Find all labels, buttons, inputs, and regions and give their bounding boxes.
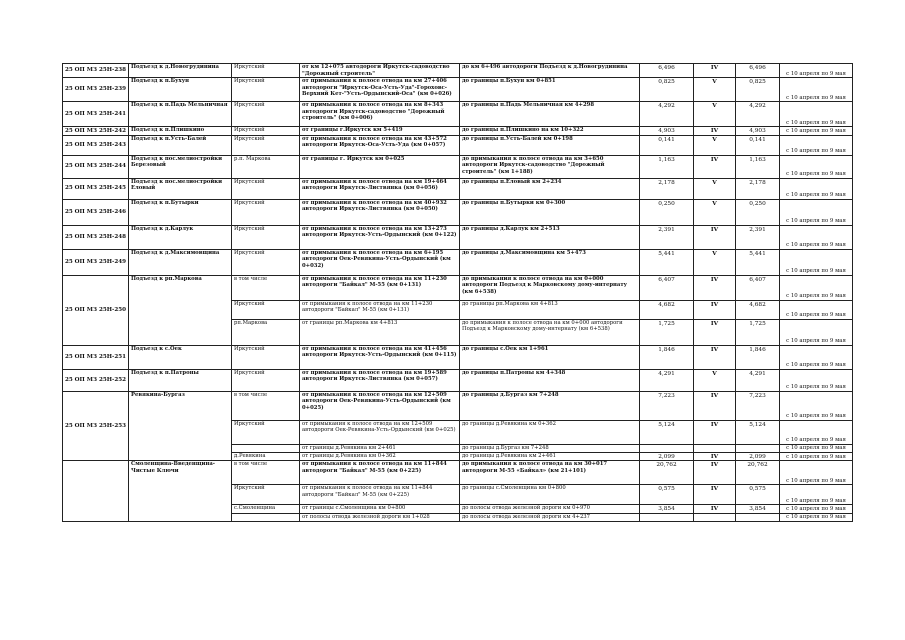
category-cell: IV — [694, 391, 736, 420]
category-cell: V — [694, 178, 736, 199]
length-cell: 4,291 — [640, 369, 694, 391]
period-cell: с 10 апреля по 9 мая — [780, 178, 853, 199]
road-name-cell: Подъезд к рп.Маркова — [129, 275, 232, 345]
length-total-cell: 5,441 — [736, 249, 780, 275]
table-row — [63, 345, 853, 369]
length-cell: 7,223 — [640, 391, 694, 420]
to-cell: до границы д.Бургаз км 7+248 — [460, 391, 640, 420]
from-cell: от границы с.Смоленщина км 0+800 — [300, 505, 460, 514]
from-cell: от границы г.Иркутск км 5+419 — [300, 127, 460, 136]
table-row — [63, 391, 853, 420]
road-code-cell: 25 ОП МЗ 25Н-243 — [63, 135, 129, 155]
category-cell: IV — [694, 452, 736, 461]
length-total-cell: 0,141 — [736, 135, 780, 155]
period-cell: с 10 апреля по 9 мая — [780, 369, 853, 391]
category-cell: V — [694, 135, 736, 155]
length-total-cell: 0,825 — [736, 78, 780, 102]
length-cell: 2,178 — [640, 178, 694, 199]
category-cell: IV — [694, 319, 736, 345]
district-cell: рп.Маркова — [232, 319, 300, 345]
period-cell: с 10 апреля по 9 мая — [780, 127, 853, 136]
from-cell: от примыкания к полосе отвода на км 40+932 автодороги Иркутск-Листвянка (км 0+050) — [300, 199, 460, 225]
to-cell: до границы д.Ревякина км 0+362 — [460, 420, 640, 444]
road-code-cell: 25 ОП МЗ 25Н-242 — [63, 127, 129, 136]
to-cell: до км 6+496 автодороги Подъезд к д.Новогрудинина — [460, 64, 640, 78]
category-cell: V — [694, 199, 736, 225]
period-cell: с 10 апреля по 9 мая — [780, 345, 853, 369]
road-name-cell: Подъезд к пос.мелиостройки Березовый — [129, 155, 232, 178]
category-cell: IV — [694, 300, 736, 319]
from-cell: от примыкания к полосе отвода на км 12+509 автодороги Оек-Ревякина-Усть-Ордынский (км 0+025) — [300, 391, 460, 420]
district-cell: Иркутский — [232, 102, 300, 127]
district-cell: Иркутский — [232, 485, 300, 505]
period-cell: с 10 апреля по 9 мая — [780, 155, 853, 178]
length-cell: 0,575 — [640, 485, 694, 505]
length-cell: 2,099 — [640, 452, 694, 461]
district-cell: Иркутский — [232, 249, 300, 275]
period-cell: с 10 апреля по 9 мая — [780, 461, 853, 485]
district-cell: Иркутский — [232, 64, 300, 78]
length-total-cell — [736, 444, 780, 452]
from-cell: от границы г. Иркутск км 0+025 — [300, 155, 460, 178]
category-cell: V — [694, 249, 736, 275]
length-total-cell: 20,762 — [736, 461, 780, 485]
category-cell — [694, 444, 736, 452]
from-cell: от примыкания к полосе отвода на км 11+230 автодороги "Байкал" М-55 (км 0+131) — [300, 275, 460, 300]
district-cell: Иркутский — [232, 178, 300, 199]
road-name-cell: Подъезд к п.Бутырки — [129, 199, 232, 225]
category-cell: IV — [694, 420, 736, 444]
category-cell: IV — [694, 155, 736, 178]
length-cell: 0,825 — [640, 78, 694, 102]
to-cell: до границы п.Плишкино на км 10+322 — [460, 127, 640, 136]
length-cell: 4,292 — [640, 102, 694, 127]
length-total-cell: 4,903 — [736, 127, 780, 136]
road-code-cell: 25 ОП МЗ 25Н-245 — [63, 178, 129, 199]
from-cell: от примыкания к полосе отвода на км 13+273 автодороги Иркутск-Усть-Ордынский (км 0+122) — [300, 225, 460, 249]
category-cell: IV — [694, 485, 736, 505]
to-cell: до примыкания к полосе отвода на км 0+000 автодороги Подъезд к Марковскому дому-интернату (км 6+538) — [460, 275, 640, 300]
district-cell — [232, 444, 300, 452]
period-cell: с 10 апреля по 9 мая — [780, 78, 853, 102]
from-cell: от примыкания к полосе отвода на км 11+844 автодороги "Байкал" М-55 (км 0+225) — [300, 461, 460, 485]
length-total-cell: 4,682 — [736, 300, 780, 319]
category-cell: V — [694, 369, 736, 391]
road-name-cell: Подъезд к д.Максимовщина — [129, 249, 232, 275]
to-cell: до примыкания к полосе отвода на км 3+650 автодороги Иркутск-садоводство "Дорожный строитель" (км 1+188) — [460, 155, 640, 178]
from-cell: от примыкания к полосе отвода на км 6+195 автодороги Оек-Ревякина-Усть-Ордынский (км 0+032) — [300, 249, 460, 275]
to-cell: до границы п.Патроны км 4+348 — [460, 369, 640, 391]
period-cell: с 10 апреля по 9 мая — [780, 64, 853, 78]
length-cell: 5,124 — [640, 420, 694, 444]
road-code-cell — [63, 461, 129, 522]
road-code-cell: 25 ОП МЗ 25Н-246 — [63, 199, 129, 225]
length-cell: 1,163 — [640, 155, 694, 178]
category-cell: V — [694, 78, 736, 102]
table-row — [63, 275, 853, 300]
table-row — [63, 127, 853, 136]
length-cell: 0,141 — [640, 135, 694, 155]
from-cell: от примыкания к полосе отвода на км 43+572 автодороги Иркутск-Оса-Усть-Уда (км 0+057) — [300, 135, 460, 155]
length-cell: 4,682 — [640, 300, 694, 319]
length-total-cell: 1,163 — [736, 155, 780, 178]
period-cell: с 10 апреля по 9 мая — [780, 225, 853, 249]
from-cell: от км 12+075 автодороги Иркутск-садоводство "Дорожный строитель" — [300, 64, 460, 78]
to-cell: до границы п.Бутырки км 0+300 — [460, 199, 640, 225]
district-cell: Иркутский — [232, 300, 300, 319]
district-cell — [232, 513, 300, 521]
road-name-cell: Подъезд к п.Бухун — [129, 78, 232, 102]
length-total-cell: 4,291 — [736, 369, 780, 391]
length-cell — [640, 444, 694, 452]
from-cell: от полосы отвода железной дороги км 1+028 — [300, 513, 460, 521]
category-cell: IV — [694, 64, 736, 78]
from-cell: от примыкания к полосе отвода на км 8+343 автодороги Иркутск-садоводство "Дорожный строитель" (км 0+006) — [300, 102, 460, 127]
from-cell: от примыкания к полосе отвода на км 11+844 автодороги "Байкал" М-55 (км 0+225) — [300, 485, 460, 505]
to-cell: до границы п.Бухун км 0+851 — [460, 78, 640, 102]
road-code-cell: 25 ОП МЗ 25Н-251 — [63, 345, 129, 369]
category-cell: V — [694, 102, 736, 127]
length-total-cell: 4,292 — [736, 102, 780, 127]
road-code-cell: 25 ОП МЗ 25Н-244 — [63, 155, 129, 178]
table-row — [63, 249, 853, 275]
length-cell: 6,496 — [640, 64, 694, 78]
table-row — [63, 461, 853, 485]
district-cell: Иркутский — [232, 369, 300, 391]
length-total-cell: 6,407 — [736, 275, 780, 300]
category-cell: IV — [694, 505, 736, 514]
from-cell: от примыкания к полосе отвода на км 12+509 автодороги Оек-Ревякина-Усть-Ордынский (км 0+025) — [300, 420, 460, 444]
to-cell: до полосы отвода железной дороги км 0+970 — [460, 505, 640, 514]
to-cell: до границы с.Смоленщина км 0+800 — [460, 485, 640, 505]
table-row — [63, 178, 853, 199]
to-cell: до границы д.Максимовщина км 5+473 — [460, 249, 640, 275]
district-cell: с.Смоленщина — [232, 505, 300, 514]
table-row — [63, 64, 853, 78]
to-cell: до примыкания к полосе отвода на км 30+017 автодороги М-55 «Байкал» (км 21+101) — [460, 461, 640, 485]
road-code-cell: 25 ОП МЗ 25Н-250 — [63, 275, 129, 345]
table-row — [63, 369, 853, 391]
district-cell: Иркутский — [232, 199, 300, 225]
road-restrictions-table — [62, 63, 853, 522]
district-cell: Иркутский — [232, 225, 300, 249]
to-cell: до границы п.Падь Мельничная км 4+298 — [460, 102, 640, 127]
category-cell: IV — [694, 345, 736, 369]
road-name-cell: Подъезд к д.Новогрудинина — [129, 64, 232, 78]
category-cell: IV — [694, 127, 736, 136]
period-cell: с 10 апреля по 9 мая — [780, 485, 853, 505]
road-code-cell: 25 ОП МЗ 25Н-249 — [63, 249, 129, 275]
length-cell: 6,407 — [640, 275, 694, 300]
to-cell: до границы п.Еловый км 2+234 — [460, 178, 640, 199]
length-cell: 2,391 — [640, 225, 694, 249]
district-cell: р.п. Маркова — [232, 155, 300, 178]
to-cell: до границы д.Карлук км 2+513 — [460, 225, 640, 249]
from-cell: от примыкания к полосе отвода на км 19+464 автодороги Иркутск-Листвянка (км 0+056) — [300, 178, 460, 199]
road-code-cell: 25 ОП МЗ 25Н-252 — [63, 369, 129, 391]
period-cell: с 10 апреля по 9 мая — [780, 249, 853, 275]
to-cell: до границы п.Усть-Балей км 0+198 — [460, 135, 640, 155]
period-cell: с 10 апреля по 9 мая — [780, 513, 853, 521]
length-total-cell: 1,846 — [736, 345, 780, 369]
road-name-cell: Подъезд к п.Патроны — [129, 369, 232, 391]
length-cell: 0,250 — [640, 199, 694, 225]
period-cell: с 10 апреля по 9 мая — [780, 275, 853, 300]
length-total-cell — [736, 513, 780, 521]
district-cell: в том числе — [232, 275, 300, 300]
from-cell: от границы д.Ревякина км 2+461 — [300, 444, 460, 452]
period-cell: с 10 апреля по 9 мая — [780, 420, 853, 444]
period-cell: с 10 апреля по 9 мая — [780, 199, 853, 225]
from-cell: от границы рп.Маркова км 4+813 — [300, 319, 460, 345]
length-total-cell: 7,223 — [736, 391, 780, 420]
district-cell: Иркутский — [232, 127, 300, 136]
category-cell: IV — [694, 275, 736, 300]
road-code-cell: 25 ОП МЗ 25Н-241 — [63, 102, 129, 127]
length-total-cell: 3,854 — [736, 505, 780, 514]
period-cell: с 10 апреля по 9 мая — [780, 102, 853, 127]
length-total-cell: 2,391 — [736, 225, 780, 249]
district-cell: Иркутский — [232, 135, 300, 155]
category-cell: IV — [694, 225, 736, 249]
table-row — [63, 199, 853, 225]
road-code-cell: 25 ОП МЗ 25Н-239 — [63, 78, 129, 102]
district-cell: Иркутский — [232, 420, 300, 444]
table-row — [63, 102, 853, 127]
length-total-cell: 6,496 — [736, 64, 780, 78]
length-cell: 3,854 — [640, 505, 694, 514]
to-cell: до примыкания к полосе отвода на км 0+000 автодороги Подъезд к Марковскому дому-интернату (км 6+538) — [460, 319, 640, 345]
table-row — [63, 135, 853, 155]
category-cell: IV — [694, 461, 736, 485]
district-cell: Иркутский — [232, 78, 300, 102]
from-cell: от примыкания к полосе отвода на км 19+589 автодороги Иркутск-Листвянка (км 0+057) — [300, 369, 460, 391]
length-cell — [640, 513, 694, 521]
road-name-cell: Подъезд к д.Карлук — [129, 225, 232, 249]
from-cell: от примыкания к полосе отвода на км 27+406 автодороги "Иркутск-Оса-Усть-Уда"-Гороховс-Верхний Кет-"Усть-Ордынский-Оса" (км 0+026) — [300, 78, 460, 102]
road-name-cell: Подъезд к п.Падь Мельничная — [129, 102, 232, 127]
road-code-cell: 25 ОП МЗ 25Н-238 — [63, 64, 129, 78]
length-cell: 20,762 — [640, 461, 694, 485]
to-cell: до полосы отвода железной дороги км 4+237 — [460, 513, 640, 521]
category-cell — [694, 513, 736, 521]
road-name-cell: Подъезд к пос.мелиостройки Еловый — [129, 178, 232, 199]
road-name-cell: Подъезд к п.Усть-Балей — [129, 135, 232, 155]
to-cell: до границы с.Оек км 1+961 — [460, 345, 640, 369]
period-cell: с 10 апреля по 9 мая — [780, 135, 853, 155]
road-name-cell: Подъезд к п.Плишкино — [129, 127, 232, 136]
period-cell: с 10 апреля по 9 мая — [780, 319, 853, 345]
to-cell: до границы рп.Маркова км 4+813 — [460, 300, 640, 319]
table-row — [63, 225, 853, 249]
period-cell: с 10 апреля по 9 мая — [780, 505, 853, 514]
length-cell: 1,846 — [640, 345, 694, 369]
length-total-cell: 1,725 — [736, 319, 780, 345]
length-total-cell: 2,099 — [736, 452, 780, 461]
length-total-cell: 2,178 — [736, 178, 780, 199]
length-total-cell: 5,124 — [736, 420, 780, 444]
length-total-cell: 0,250 — [736, 199, 780, 225]
road-code-cell: 25 ОП МЗ 25Н-253 — [63, 391, 129, 461]
period-cell: с 10 апреля по 9 мая — [780, 452, 853, 461]
table-row — [63, 78, 853, 102]
road-code-cell: 25 ОП МЗ 25Н-248 — [63, 225, 129, 249]
from-cell: от примыкания к полосе отвода на км 11+230 автодороги "Байкал" М-55 (км 0+131) — [300, 300, 460, 319]
road-name-cell: Ревякина-Бургаз — [129, 391, 232, 461]
district-cell: в том числе — [232, 461, 300, 485]
district-cell: в том числе — [232, 391, 300, 420]
length-cell: 5,441 — [640, 249, 694, 275]
table-body — [63, 64, 853, 522]
period-cell: с 10 апреля по 9 мая — [780, 444, 853, 452]
road-name-cell: Смоленщина-Введенщина-Чистые Ключи — [129, 461, 232, 522]
from-cell: от границы д.Ревякина км 0+362 — [300, 452, 460, 461]
road-name-cell: Подъезд к с.Оек — [129, 345, 232, 369]
length-cell: 4,903 — [640, 127, 694, 136]
to-cell: до границы д.Бургаз км 7+248 — [460, 444, 640, 452]
from-cell: от примыкания к полосе отвода на км 41+456 автодороги Иркутск-Усть-Ордынский (км 0+115) — [300, 345, 460, 369]
table-row — [63, 155, 853, 178]
period-cell: с 10 апреля по 9 мая — [780, 300, 853, 319]
length-total-cell: 0,575 — [736, 485, 780, 505]
district-cell: д.Ревякина — [232, 452, 300, 461]
to-cell: до границы д.Ревякина км 2+461 — [460, 452, 640, 461]
period-cell: с 10 апреля по 9 мая — [780, 391, 853, 420]
length-cell: 1,725 — [640, 319, 694, 345]
district-cell: Иркутский — [232, 345, 300, 369]
